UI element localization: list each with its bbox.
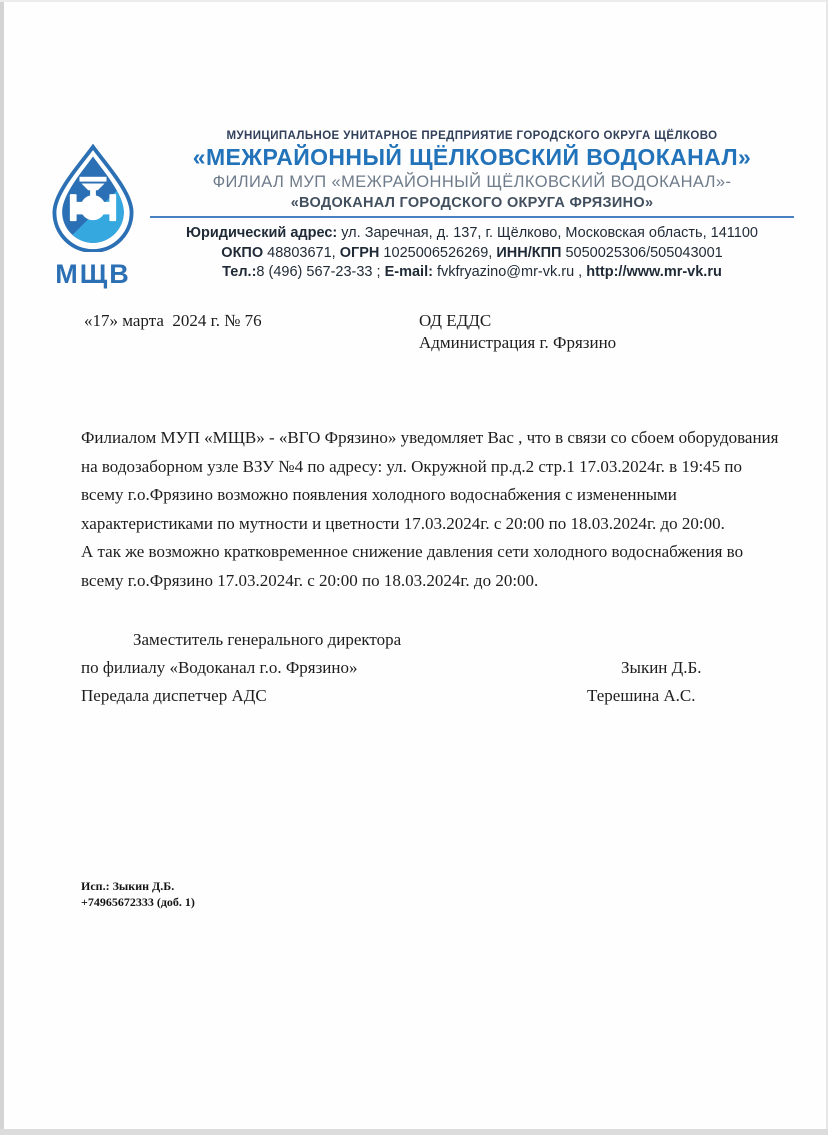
water-drop-valve-icon bbox=[44, 144, 142, 252]
header-divider bbox=[150, 216, 794, 218]
org-type-line: МУНИЦИПАЛЬНОЕ УНИТАРНОЕ ПРЕДПРИЯТИЕ ГОРОДСКОГО ОКРУГА ЩЁЛКОВО bbox=[226, 130, 718, 142]
body-line: всему г.о.Фрязино 17.03.2024г. с 20:00 по 18.03.2024г. до 20:00. bbox=[81, 570, 539, 590]
photo-edge-left bbox=[0, 0, 4, 1135]
signatory-name: Зыкин Д.Б. bbox=[621, 658, 702, 677]
body-line: всему г.о.Фрязино возможно появления холодного водоснабжения с измененными bbox=[81, 485, 677, 504]
body-line: характеристиками по мутности и цветности 17.03.2024г. с 20:00 по 18.03.2024г. до 20:00. bbox=[81, 513, 725, 533]
signatory-title: Заместитель генерального директора bbox=[133, 630, 402, 649]
branch-name: ФИЛИАЛ МУП «МЕЖРАЙОННЫЙ ЩЁЛКОВСКИЙ ВОДОКАНАЛ»- bbox=[212, 173, 732, 191]
company-name: «МЕЖРАЙОННЫЙ ЩЁЛКОВСКИЙ ВОДОКАНАЛ» bbox=[192, 144, 752, 170]
letter-body bbox=[81, 424, 781, 595]
photo-edge-bottom bbox=[0, 1129, 828, 1135]
contacts-block bbox=[150, 224, 794, 283]
legal-address-line: Юридический адрес: ул. Заречная, д. 137, г. Щёлково, Московская область, 141100 bbox=[186, 225, 758, 241]
addressee-line: Администрация г. Фрязино bbox=[419, 333, 617, 352]
photo-edge-top bbox=[0, 0, 828, 2]
letter-date-number: «17» марта 2024 г. № 76 bbox=[84, 311, 262, 330]
company-logo bbox=[42, 144, 144, 290]
signatory-title: по филиалу «Водоканал г.о. Фрязино» bbox=[81, 658, 358, 677]
executor-name: Исп.: Зыкин Д.Б. bbox=[81, 879, 175, 893]
body-line: А так же возможно кратковременное снижение давления сети холодного водоснабжения во bbox=[81, 542, 744, 561]
executor-note bbox=[81, 879, 195, 910]
phone-email-line: Тел.:8 (496) 567-23-33 ; E-mail: fvkfryazino@mr-vk.ru , http://www.mr-vk.ru bbox=[222, 264, 722, 280]
addressee-line: ОД ЕДДС bbox=[419, 311, 492, 330]
logo-abbreviation: МЩВ bbox=[55, 259, 131, 289]
branch-city-name: «ВОДОКАНАЛ ГОРОДСКОГО ОКРУГА ФРЯЗИНО» bbox=[290, 195, 654, 211]
signature-block bbox=[81, 626, 781, 710]
addressee-block bbox=[419, 310, 616, 354]
registration-numbers-line: ОКПО 48803671, ОГРН 1025006526269, ИНН/КПП 5050025306/505043001 bbox=[221, 244, 723, 261]
dispatcher-label: Передала диспетчер АДС bbox=[81, 686, 267, 705]
executor-phone: +74965672333 (доб. 1) bbox=[81, 894, 195, 909]
website-url: http://www.mr-vk.ru bbox=[586, 264, 722, 280]
body-line: на водозаборном узле ВЗУ №4 по адресу: ул. Окружной пр.д.2 стр.1 17.03.2024г. в 19:45 по bbox=[81, 456, 743, 476]
dispatcher-name: Терешина А.С. bbox=[587, 686, 696, 705]
letterhead bbox=[150, 130, 794, 283]
body-line: Филиалом МУП «МЩВ» - «ВГО Фрязино» уведомляет Вас , что в связи со сбоем оборудования bbox=[81, 428, 779, 447]
